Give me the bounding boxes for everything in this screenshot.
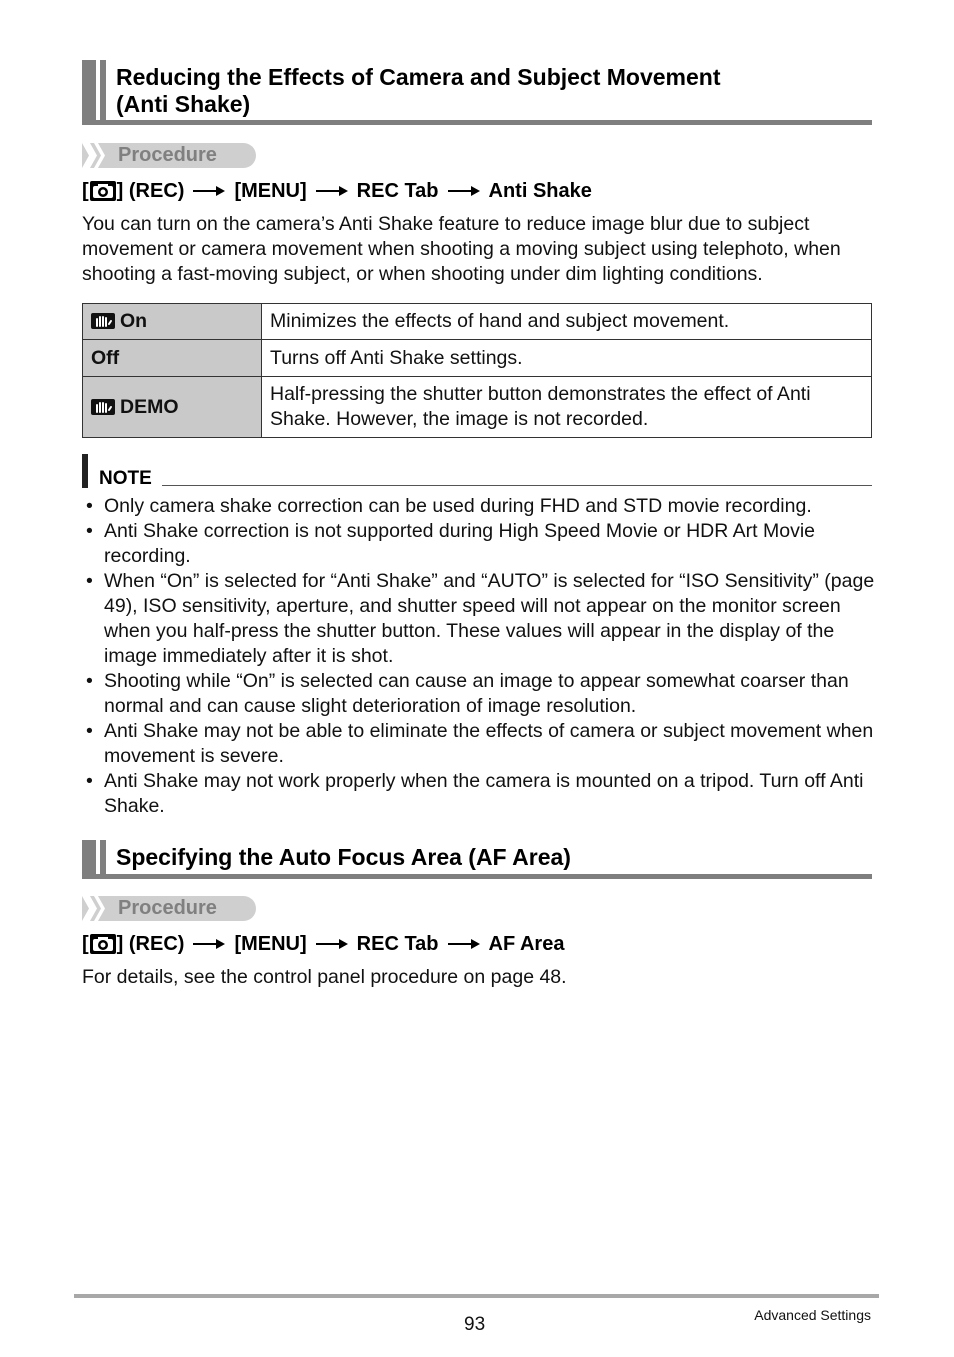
af-area-paragraph: For details, see the control panel procedure on page 48. [82, 966, 567, 988]
arrow-right-icon [192, 185, 226, 197]
heading-bar [82, 840, 96, 874]
camera-icon [90, 934, 116, 954]
list-item: • Only camera shake correction can be used during FHD and STD movie recording. [82, 494, 882, 519]
chevron-right-icon [82, 143, 112, 168]
heading-bar [100, 840, 106, 874]
section-heading-anti-shake [82, 60, 872, 125]
note-label: NOTE [99, 468, 152, 489]
procedure-label: Procedure [118, 144, 217, 166]
note-rule [162, 485, 872, 486]
list-item: • Anti Shake correction is not supported during High Speed Movie or HDR Art Movie recording. [82, 519, 882, 569]
path-menu: [MENU] [234, 933, 307, 955]
intro-paragraph: You can turn on the camera’s Anti Shake feature to reduce image blur due to subject movement or camera movement when shooting a moving subject using telephoto, when shooting a fast-moving subject, or when shooting under dim lighting conditions. [82, 213, 841, 285]
section-title [116, 64, 721, 118]
option-key: On [83, 304, 262, 340]
camera-icon [90, 181, 116, 201]
arrow-right-icon [447, 938, 481, 950]
hand-shake-icon [91, 399, 115, 415]
table-row [83, 377, 872, 438]
arrow-right-icon [192, 938, 226, 950]
section-heading-af-area [82, 840, 872, 879]
path-tab: REC Tab [356, 933, 439, 955]
list-item: • Anti Shake may not work properly when the camera is mounted on a tripod. Turn off Anti Shake. [82, 769, 882, 819]
option-key: DEMO [83, 377, 262, 438]
page-number: 93 [464, 1314, 486, 1335]
list-item: • Anti Shake may not be able to eliminate the effects of camera or subject movement when movement is severe. [82, 719, 882, 769]
section-title: Specifying the Auto Focus Area (AF Area) [116, 844, 571, 870]
chevron-right-icon [82, 896, 112, 921]
procedure-badge [82, 143, 256, 168]
heading-bar [100, 60, 106, 120]
procedure-label: Procedure [118, 897, 217, 919]
path-menu: [MENU] [234, 180, 307, 202]
footer-rule [74, 1294, 879, 1298]
options-table [82, 303, 872, 438]
arrow-right-icon [315, 185, 349, 197]
path-tab: REC Tab [356, 180, 439, 202]
path-rec: ] (REC) [116, 933, 185, 955]
menu-path: [ ] (REC) [MENU] REC Tab Anti Shake [82, 180, 592, 202]
section-title-line2: (Anti Shake) [116, 91, 251, 117]
section-title-line1: Reducing the Effects of Camera and Subject Movement [116, 64, 721, 90]
path-item: Anti Shake [488, 180, 592, 202]
path-item: AF Area [488, 933, 565, 955]
table-row [83, 304, 872, 340]
footer-section-label: Advanced Settings [754, 1307, 871, 1323]
arrow-right-icon [447, 185, 481, 197]
menu-path: [ ] (REC) [MENU] REC Tab AF Area [82, 933, 565, 955]
option-key: Off [83, 340, 262, 377]
path-rec: ] (REC) [116, 180, 185, 202]
note-bar [82, 454, 88, 488]
note-heading [82, 454, 872, 488]
hand-shake-icon [91, 313, 115, 329]
arrow-right-icon [315, 938, 349, 950]
list-item: • Shooting while “On” is selected can cause an image to appear somewhat coarser than normal and can cause slight deterioration of image resolution. [82, 669, 882, 719]
option-desc: Turns off Anti Shake settings. [262, 340, 872, 377]
note-list [82, 494, 882, 819]
procedure-badge [82, 896, 256, 921]
table-row [83, 340, 872, 377]
heading-bar [82, 60, 96, 120]
list-item: • When “On” is selected for “Anti Shake” and “AUTO” is selected for “ISO Sensitivity” (page 49), ISO sensitivity, aperture, and shutter speed will not appear on the monitor screen when you half-press the shutter button. These values will appear in the display of the image immediately after it is shot. [82, 569, 882, 669]
option-desc: Minimizes the effects of hand and subject movement. [262, 304, 872, 340]
option-desc: Half-pressing the shutter button demonstrates the effect of Anti Shake. However, the image is not recorded. [262, 377, 872, 438]
